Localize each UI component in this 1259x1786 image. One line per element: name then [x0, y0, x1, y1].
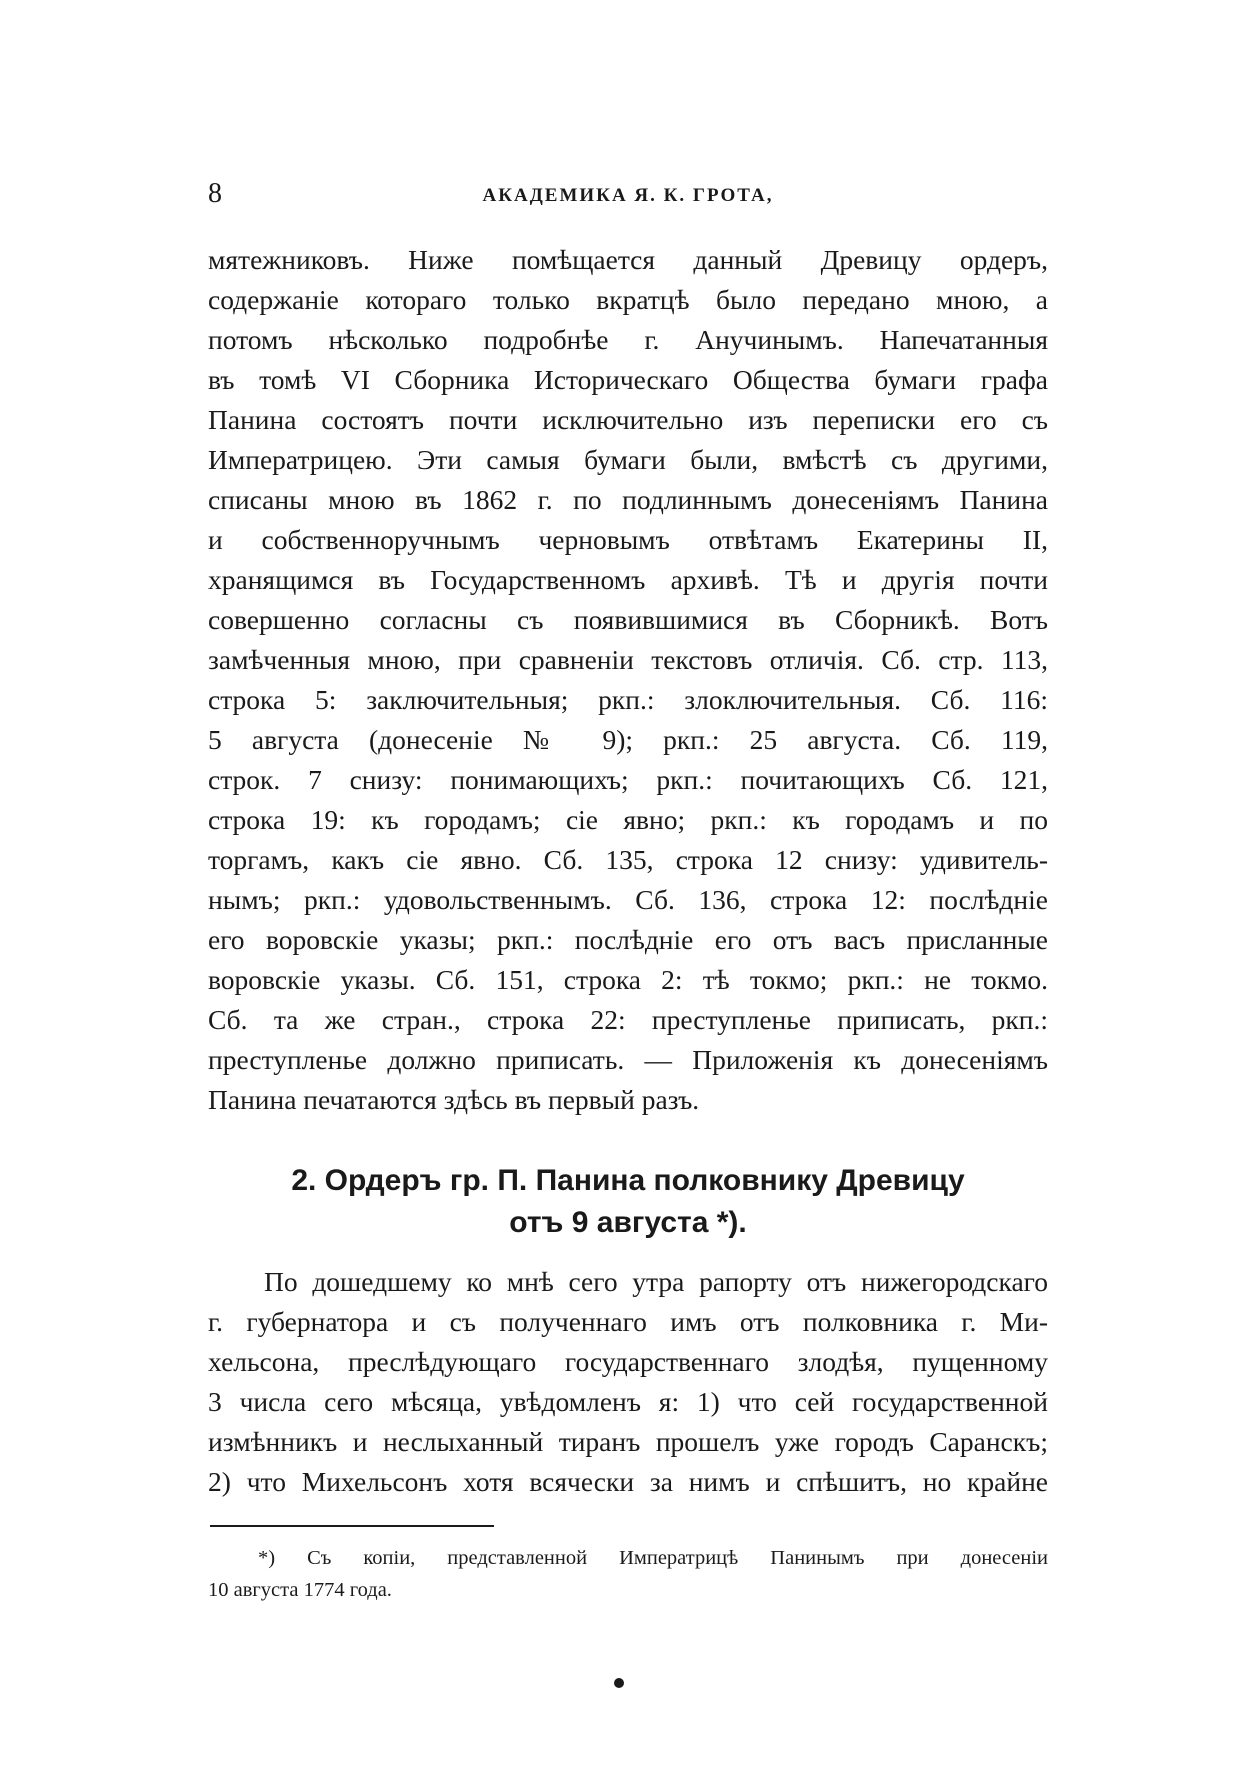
running-head — [208, 176, 1048, 212]
section-line: 3 числа сего мѣсяца, увѣдомленъ я: 1) что сей государственной — [208, 1386, 1048, 1417]
body-line: замѣченныя мною, при сравненіи текстовъ отличія. Сб. стр. 113, — [208, 644, 1048, 675]
body-line: Императрицею. Эти самыя бумаги были, вмѣстѣ съ другими, — [208, 444, 1048, 475]
section-line: По дошедшему ко мнѣ сего утра рапорту отъ нижегородскаго — [264, 1266, 1048, 1297]
body-line: Панина состоятъ почти исключительно изъ переписки его съ — [208, 404, 1048, 435]
section-heading — [208, 1160, 1048, 1244]
footnote — [208, 1542, 1048, 1606]
section-line: хельсона, преслѣдующаго государственнаго злодѣя, пущенному — [208, 1346, 1048, 1377]
body-line: торгамъ, какъ сіе явно. Сб. 135, строка 12 снизу: удивитель- — [208, 844, 1048, 875]
section-line: измѣнникъ и неслыханный тиранъ прошелъ уже городъ Саранскъ; — [208, 1426, 1048, 1457]
body-line: преступленье должно приписать. — Приложенія къ донесеніямъ — [208, 1044, 1048, 1075]
footnote-line: *) Съ копіи, представленной Императрицѣ Панинымъ при донесеніи — [258, 1547, 1048, 1569]
body-line: и собственноручнымъ черновымъ отвѣтамъ Екатерины II, — [208, 524, 1048, 555]
section-line: 2) что Михельсонъ хотя всячески за нимъ и спѣшитъ, но крайне — [208, 1466, 1048, 1497]
body-line: мятежниковъ. Ниже помѣщается данный Древицу ордеръ, — [208, 244, 1048, 275]
body-line: его воровскіе указы; ркп.: послѣдніе его отъ васъ присланные — [208, 924, 1048, 955]
running-title: АКАДЕМИКА Я. К. ГРОТА, — [482, 185, 774, 206]
body-line: Сб. та же стран., строка 22: преступленье приписать, ркп.: — [208, 1004, 1048, 1035]
body-line: строк. 7 снизу: понимающихъ; ркп.: почитающихъ Сб. 121, — [208, 764, 1048, 795]
page-number: 8 — [208, 178, 222, 209]
body-line: въ томѣ VI Сборника Историческаго Общества бумаги графа — [208, 364, 1048, 395]
body-line: содержаніе котораго только вкратцѣ было передано мною, а — [208, 284, 1048, 315]
footnote-rule — [210, 1525, 494, 1527]
body-line: потомъ нѣсколько подробнѣе г. Анучинымъ. Напечатанныя — [208, 324, 1048, 355]
body-line: списаны мною въ 1862 г. по подлиннымъ донесеніямъ Панина — [208, 484, 1048, 515]
body-line: нымъ; ркп.: удовольственнымъ. Сб. 136, строка 12: послѣдніе — [208, 884, 1048, 915]
body-line: строка 5: заключительныя; ркп.: злоключительныя. Сб. 116: — [208, 684, 1048, 715]
ornament-dot — [614, 1678, 624, 1688]
section-line: г. губернатора и съ полученнаго имъ отъ полковника г. Ми- — [208, 1306, 1048, 1337]
footnote-line: 10 августа 1774 года. — [208, 1579, 392, 1601]
body-line: воровскіе указы. Сб. 151, строка 2: тѣ токмо; ркп.: не токмо. — [208, 964, 1048, 995]
body-line: хранящимся въ Государственномъ архивѣ. Тѣ и другія почти — [208, 564, 1048, 595]
body-line: совершенно согласны съ появившимися въ Сборникѣ. Вотъ — [208, 604, 1048, 635]
section-text — [208, 1262, 1048, 1502]
section-heading-line: 2. Ордеръ гр. П. Панина полковнику Древицу — [291, 1164, 965, 1197]
body-line: 5 августа (донесеніе № 9); ркп.: 25 августа. Сб. 119, — [208, 724, 1048, 755]
body-text — [208, 240, 1048, 1120]
body-line: строка 19: къ городамъ; сіе явно; ркп.: къ городамъ и по — [208, 804, 1048, 835]
body-line: Панина печатаются здѣсь въ первый разъ. — [208, 1084, 700, 1115]
section-heading-line: отъ 9 августа *). — [509, 1206, 747, 1239]
